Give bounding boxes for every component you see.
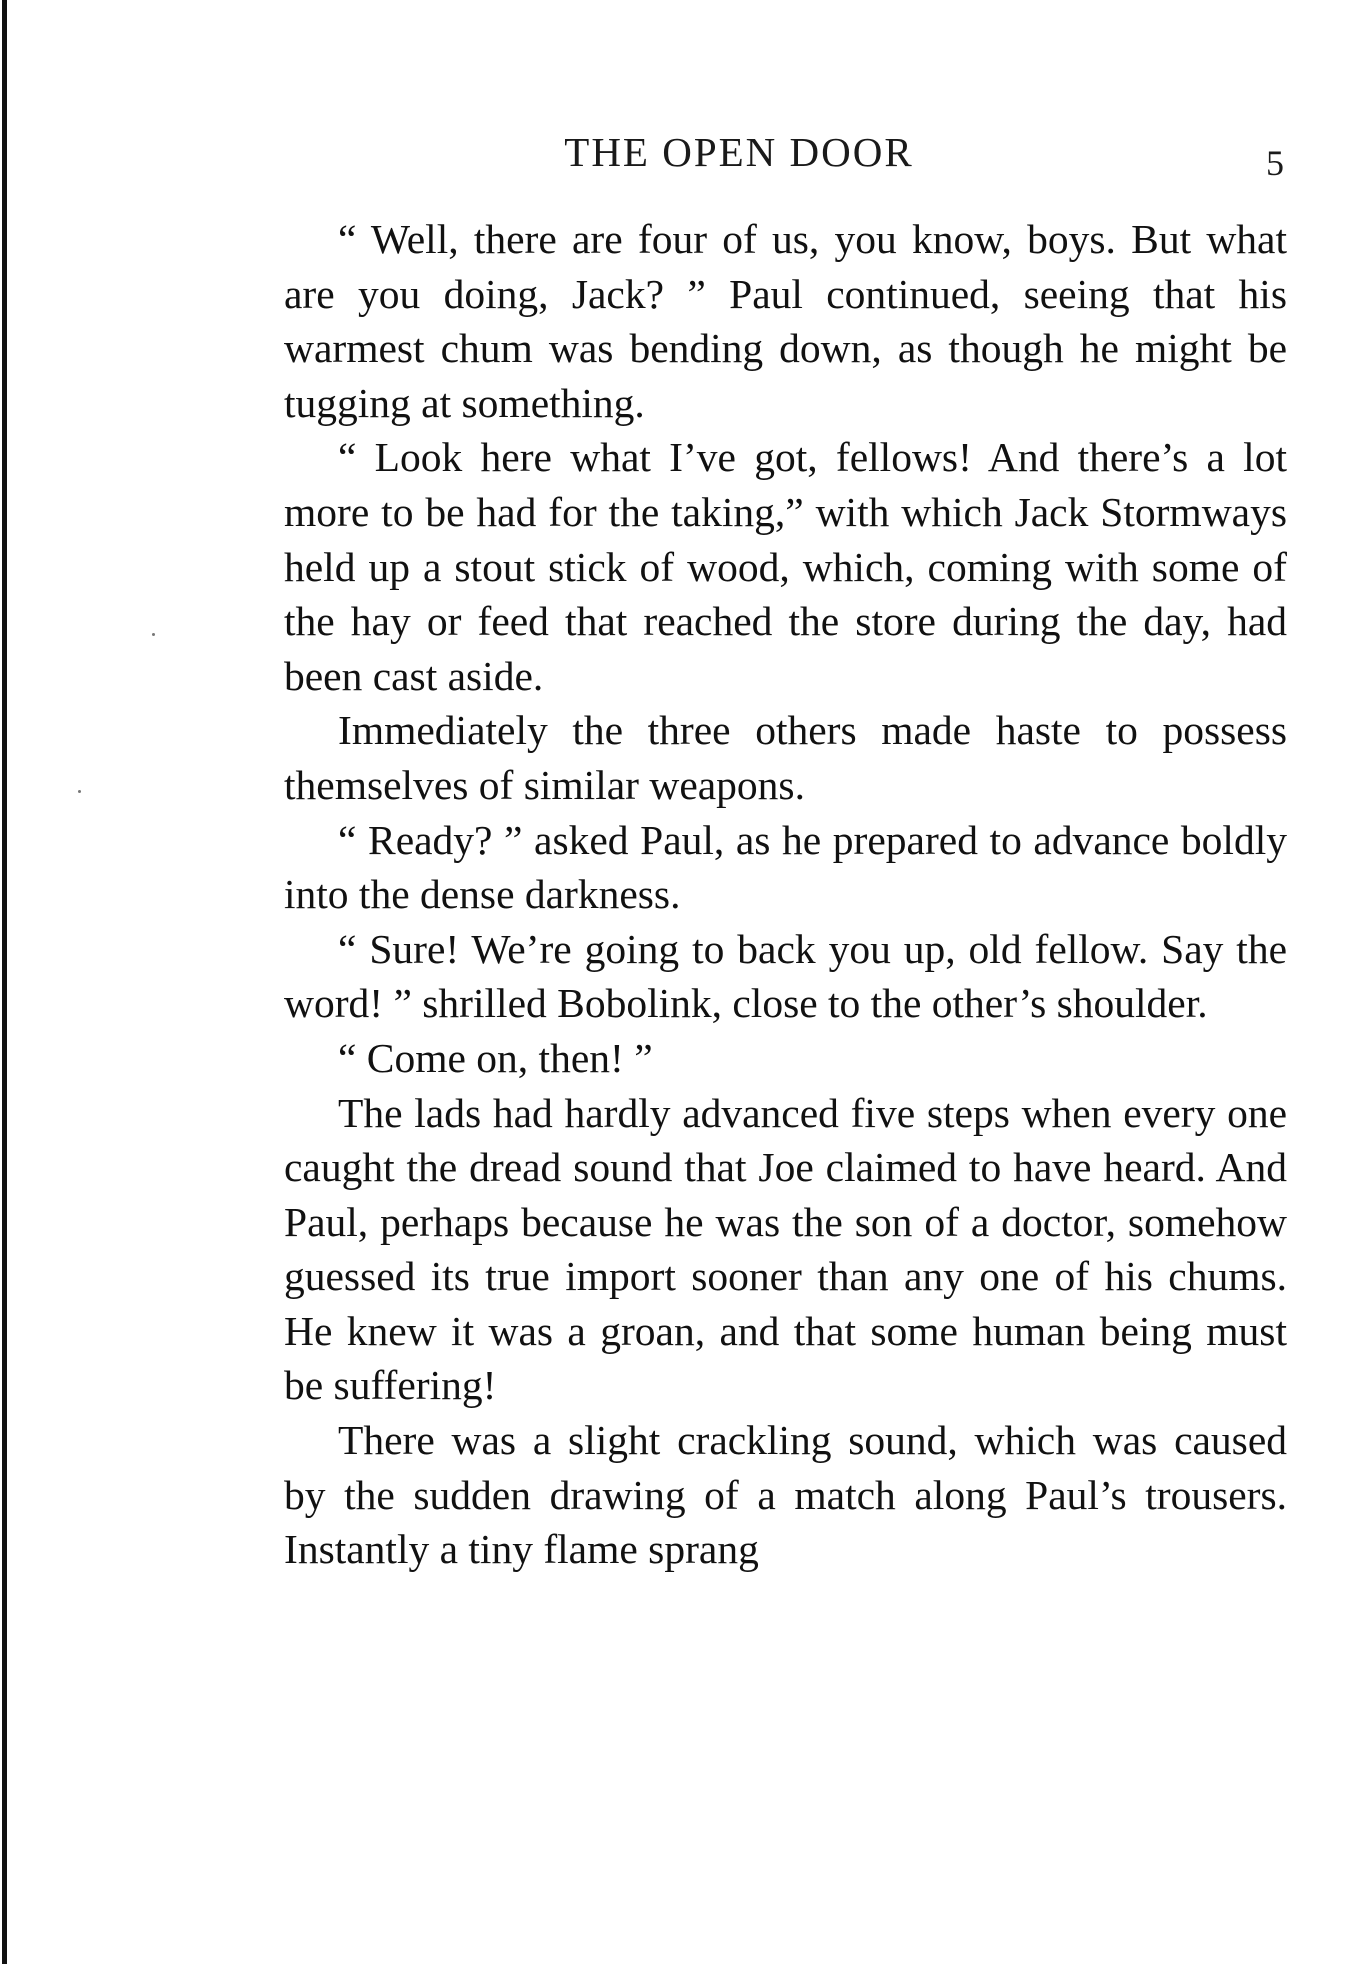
paragraph: “ Come on, then! ” bbox=[338, 1034, 653, 1081]
page-body bbox=[284, 212, 1287, 1577]
paragraph: There was a slight crackling sound, which was caused by the sudden drawing of a match along Paul’s trousers. Instantly a tiny flame sprang bbox=[284, 1417, 1287, 1573]
paragraph: “ Ready? ” asked Paul, as he prepared to advance boldly into the dense darkness. bbox=[284, 816, 1287, 918]
scan-speck bbox=[78, 790, 81, 793]
paragraph: Immediately the three others made haste to possess themselves of similar weapons. bbox=[284, 707, 1287, 808]
scan-speck bbox=[152, 633, 155, 636]
page-header bbox=[284, 128, 1284, 188]
paragraph: “ Look here what I’ve got, fellows! And there’s a lot more to be had for the taking,” with which Jack Stormways held up a stout stick of wood, which, coming with some of the hay or feed that reached the store during the day, had been cast aside. bbox=[284, 434, 1287, 699]
paragraph: “ Well, there are four of us, you know, boys. But what are you doing, Jack? ” Paul continued, seeing that his warmest chum was bending down, as though he might be tugging at something. bbox=[284, 216, 1287, 426]
paragraph: “ Sure! We’re going to back you up, old fellow. Say the word! ” shrilled Bobolink, close to the other’s shoulder. bbox=[284, 925, 1287, 1027]
page-number: 5 bbox=[1266, 143, 1284, 183]
running-head: THE OPEN DOOR bbox=[564, 129, 914, 175]
page-binding-edge bbox=[2, 0, 7, 1964]
paragraph: The lads had hardly advanced five steps when every one caught the dread sound that Joe claimed to have heard. And Paul, perhaps because he was the son of a doctor, somehow guessed its true import sooner than any one of his chums. He knew it was a groan, and that some human being must be suffering! bbox=[284, 1089, 1287, 1409]
